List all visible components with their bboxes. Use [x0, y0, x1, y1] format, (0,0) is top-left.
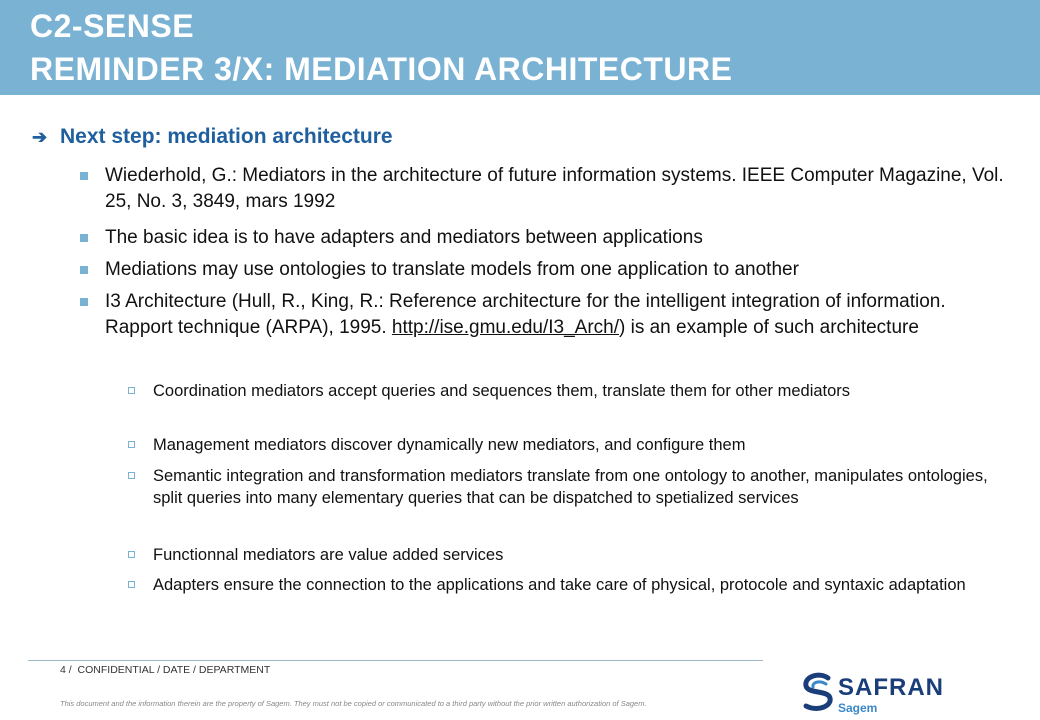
sub-bullet-item — [128, 544, 1008, 566]
safran-wordmark: SAFRAN — [838, 674, 944, 701]
hollow-square-bullet-icon — [128, 441, 135, 448]
arrow-icon: ➔ — [32, 127, 48, 147]
hollow-square-bullet-icon — [128, 387, 135, 394]
sub-bullet-item — [128, 465, 1008, 509]
sub-bullet-text: Semantic integration and transformation mediators translate from one ontology to another, manipulates ontologies, split queries into many elementary queries that can be dispatched to spetialized services — [153, 467, 988, 507]
hollow-square-bullet-icon — [128, 551, 135, 558]
sub-bullet-item — [128, 380, 1008, 402]
safran-logo — [800, 670, 980, 716]
bullet-item — [80, 289, 1010, 341]
square-bullet-icon — [80, 172, 88, 180]
sub-bullet-text: Adapters ensure the connection to the applications and take care of physical, protocole and syntaxic adaptation — [153, 576, 966, 594]
disclaimer-text: This document and the information therein are the property of Sagem. They must not be copied or communicated to a third party without the prior written authorization of Sagem. — [60, 699, 647, 708]
square-bullet-icon — [80, 234, 88, 242]
hollow-square-bullet-icon — [128, 581, 135, 588]
title-line-2: REMINDER 3/X: MEDIATION ARCHITECTURE — [30, 51, 733, 87]
main-heading-text: Next step: mediation architecture — [60, 125, 393, 148]
safran-swirl-icon — [800, 672, 836, 712]
confidential-label: CONFIDENTIAL / DATE / DEPARTMENT — [77, 664, 271, 676]
bullet-text-part: I3 Architecture (Hull, R., King, R.: Reference architecture for the intelligent integration of information. Rapport technique (ARPA), 1995. — [105, 291, 946, 338]
sub-bullet-text: Coordination mediators accept queries and sequences them, translate them for other mediators — [153, 382, 851, 400]
bullet-text-part: ) is an example of such architecture — [619, 317, 919, 338]
bullet-item — [80, 257, 1010, 283]
sub-bullet-text: Management mediators discover dynamically new mediators, and configure them — [153, 436, 746, 454]
bullet-text — [105, 289, 1010, 341]
bullet-text: The basic idea is to have adapters and mediators between applications — [105, 227, 703, 248]
hollow-square-bullet-icon — [128, 472, 135, 479]
sub-bullet-item — [128, 434, 1008, 456]
i3-architecture-link[interactable]: http://ise.gmu.edu/I3_Arch/ — [391, 317, 619, 338]
footer-label — [60, 664, 270, 676]
footer-divider — [28, 660, 763, 661]
page-number: 4 / — [60, 664, 72, 676]
bullet-text: Mediations may use ontologies to translate models from one application to another — [105, 259, 799, 280]
sub-bullet-text: Functionnal mediators are value added services — [153, 546, 504, 564]
main-heading — [32, 125, 393, 149]
title-bar — [0, 0, 1040, 95]
sagem-wordmark: Sagem — [838, 701, 878, 715]
bullet-item — [80, 225, 1010, 251]
bullet-item — [80, 163, 1010, 215]
title-line-1: C2-SENSE — [30, 8, 195, 44]
bullet-text: Wiederhold, G.: Mediators in the architecture of future information systems. IEEE Computer Magazine, Vol. 25, No. 3, 3849, mars 1992 — [105, 165, 1004, 212]
square-bullet-icon — [80, 298, 88, 306]
sub-bullet-item — [128, 574, 1008, 596]
square-bullet-icon — [80, 266, 88, 274]
